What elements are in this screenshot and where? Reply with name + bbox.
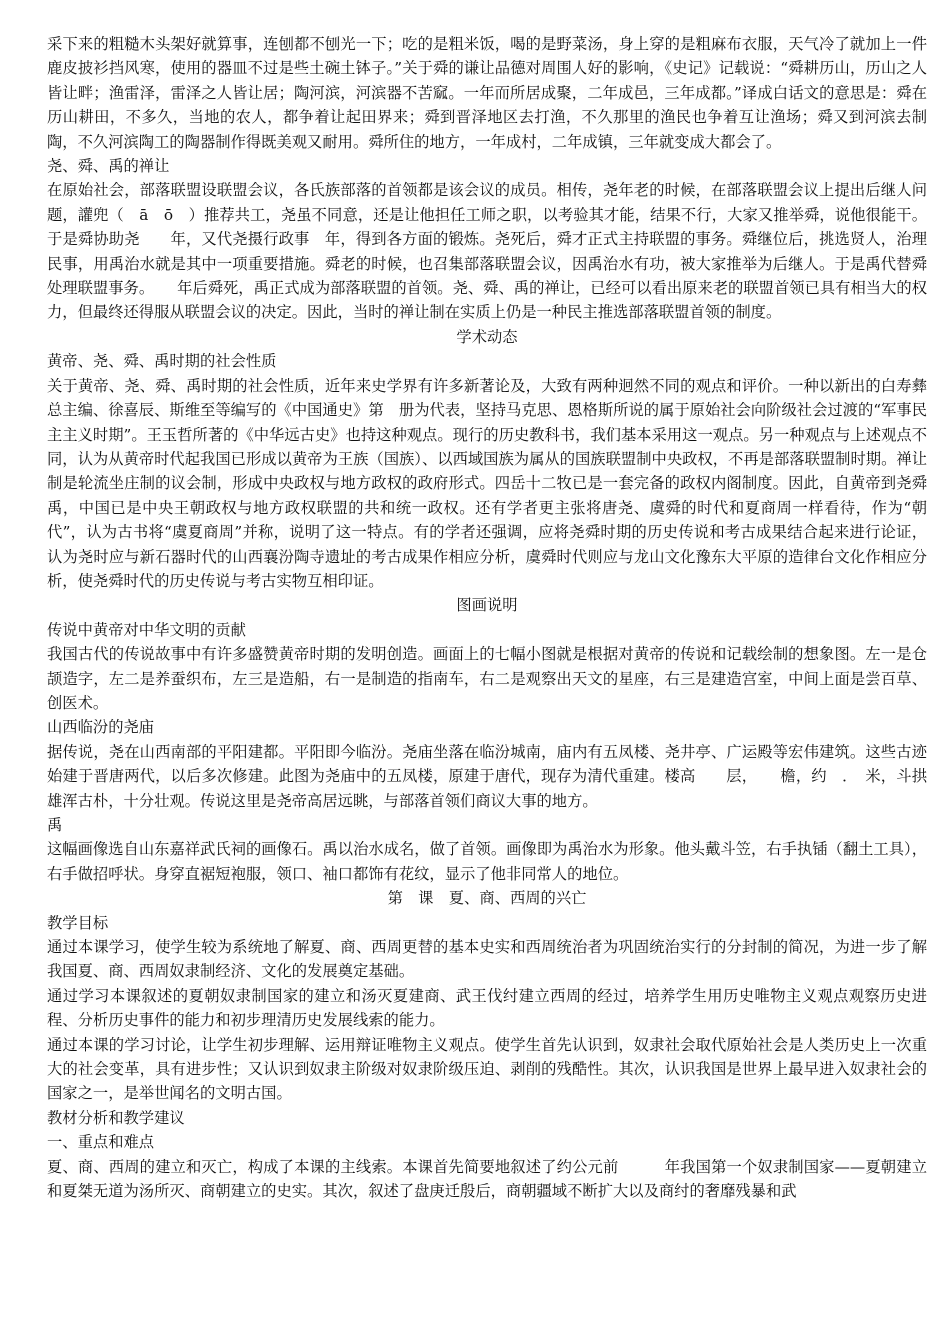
paragraph-goal-1: 通过本课学习，使学生较为系统地了解夏、商、西周更替的基本史实和西周统治者为巩固统治实行的分封制的简况，为进一步了解我国夏、商、西周奴隶制经济、文化的发展奠定基础。 — [47, 938, 927, 981]
paragraph-goal-3: 通过本课的学习讨论，让学生初步理解、运用辩证唯物主义观点。使学生首先认识到，奴隶社会取代原始社会是人类历史上一次重大的社会变革，具有进步性；又认识到奴隶主阶级对奴隶阶级压迫、剥削的残酷性。其次，认识我国是世界上最早进入奴隶社会的国家之一，是举世闻名的文明古国。 — [47, 1035, 927, 1103]
heading-yao-temple: 山西临汾的尧庙 — [47, 718, 155, 737]
document-page — [47, 32, 927, 1204]
lesson-title: 第 课 夏、商、西周的兴亡 — [387, 889, 587, 908]
paragraph-yao-temple: 据传说，尧在山西南部的平阳建都。平阳即今临汾。尧庙坐落在临汾城南，庙内有五凤楼、尧井亭、广运殿等宏伟建筑。这些古迹始建于晋唐两代，以后多次修建。此图为尧庙中的五凤楼，原建于唐代，现存为清代重建。楼高 层， 檐，约 ． 米，斗拱雄浑古朴，十分壮观。传说这里是尧帝高居远眺，与部落首领们商议大事的地方。 — [47, 742, 927, 810]
paragraph-social-nature: 关于黄帝、尧、舜、禹时期的社会性质，近年来史学界有许多新著论及，大致有两种迥然不同的观点和评价。一种以新出的白寿彝总主编、徐喜辰、斯维至等编写的《中国通史》第 册为代表，坚持马克思、恩格斯所说的属于原始社会向阶级社会过渡的“军事民主主义时期”。王玉哲所著的《中华远古史》也持这种观点。现行的历史教科书，我们基本采用这一观点。另一种观点与上述观点不同，认为从黄帝时代起我国已形成以黄帝为王族（国族）、以西域国族为属从的国族联盟制中央政权，不再是部落联盟制时期。禅让制是轮流坐庄制的议会制，形成中央政权与地方政权的政府形式。四岳十二牧已是一套完备的政权内阁制度。因此，自黄帝到尧舜禹，中国已是中央王朝政权与地方政权联盟的共和统一政权。还有学者更主张将唐尧、虞舜的时代和夏商周一样看待，作为“朝代”，认为古书将“虞夏商周”并称，说明了这一特点。有的学者还强调，应将尧舜时期的历史传说和考古成果结合起来进行论证，认为尧时应与新石器时代的山西襄汾陶寺遗址的考古成果作相应分析，虞舜时代则应与龙山文化豫东大平原的造律台文化作相应分析，使尧舜时代的历史传说与考古实物互相印证。 — [47, 376, 927, 590]
paragraph-goal-2: 通过学习本课叙述的夏朝奴隶制国家的建立和汤灭夏建商、武王伐纣建立西周的经过，培养学生用历史唯物主义观点观察历史进程、分析历史事件的能力和初步理清历史发展线索的能力。 — [47, 986, 927, 1030]
section-title-academic: 学术动态 — [456, 327, 518, 346]
paragraph-key-points: 夏、商、西周的建立和灭亡，构成了本课的主线索。本课首先简要地叙述了约公元前 年我国第一个奴隶制国家——夏朝建立和夏桀无道为汤所灭、商朝建立的史实。其次，叙述了盘庚迁殷后，商朝疆域不断扩大以及商纣的奢靡残暴和武 — [47, 1157, 927, 1201]
paragraph-yellow-emperor: 我国古代的传说故事中有许多盛赞黄帝时期的发明创造。画面上的七幅小图就是根据对黄帝的传说和记载绘制的想象图。左一是仓颉造字，左二是养蚕织布，左三是造船，右一是制造的指南车，右二是观察出天文的星座，右三是建造宫室，中间上面是尝百草、创医术。 — [47, 645, 927, 712]
section-title-illustrations: 图画说明 — [456, 596, 518, 615]
heading-key-points: 一、重点和难点 — [47, 1133, 155, 1152]
heading-yu: 禹 — [47, 816, 63, 834]
heading-abdication: 尧、舜、禹的禅让 — [47, 157, 170, 176]
paragraph-shun-frugality: 采下来的粗糙木头架好就算事，连刨都不刨光一下；吃的是粗米饭，喝的是野菜汤，身上穿的是粗麻布衣服，天气冷了就加上一件鹿皮披衫挡风寒，使用的器皿不过是些土碗土钵子。”关于舜的谦让品德对周围人好的影响，《史记》记载说：“舜耕历山，历山之人皆让畔；渔雷泽，雷泽之人皆让居；陶河滨，河滨器不苦窳。一年而所居成聚，二年成邑，三年成都。”译成白话文的意思是：舜在历山耕田，不多久，当地的农人，都争着让起田界来；舜到晋泽地区去打渔，不久那里的渔民也争着互让渔场；舜又到河滨去制陶，不久河滨陶工的陶器制作得既美观又耐用。舜所住的地方，一年成村，二年成镇，三年就变成大都会了。 — [47, 35, 927, 151]
paragraph-yu: 这幅画像选自山东嘉祥武氏祠的画像石。禹以治水成名，做了首领。画像即为禹治水为形象。他头戴斗笠，右手执锸（翻土工具），右手做招呼状。身穿直裾短袍服，领口、袖口都饰有花纹，显示了他非同常人的地位。 — [47, 840, 927, 883]
heading-social-nature: 黄帝、尧、舜、禹时期的社会性质 — [47, 352, 277, 371]
heading-teaching-goals: 教学目标 — [47, 913, 109, 932]
heading-yellow-emperor: 传说中黄帝对中华文明的贡献 — [47, 620, 246, 639]
paragraph-abdication: 在原始社会，部落联盟设联盟会议，各氏族部落的首领都是该会议的成员。相传，尧年老的时候，在部落联盟会议上提出后继人问题，讙兜（ ā ō ）推荐共工，尧虽不同意，还是让他担任工师之职，以考验其才能，结果不行，大家又推举舜，说他很能干。于是舜协助尧 年，又代尧摄行政事 年，得到各方面的锻炼。尧死后，舜才正式主持联盟的事务。舜继位后，挑选贤人，治理民事，用禹治水就是其中一项重要措施。舜老的时候，也召集部落联盟会议，因禹治水有功，被大家推举为后继人。于是禹代替舜处理联盟事务。 年后舜死，禹正式成为部落联盟的首领。尧、舜、禹的禅让，已经可以看出原来老的联盟首领已具有相当大的权力，但最终还得服从联盟会议的决定。因此，当时的禅让制在实质上仍是一种民主推选部落联盟首领的制度。 — [47, 181, 927, 322]
heading-analysis: 教材分析和教学建议 — [47, 1108, 185, 1127]
